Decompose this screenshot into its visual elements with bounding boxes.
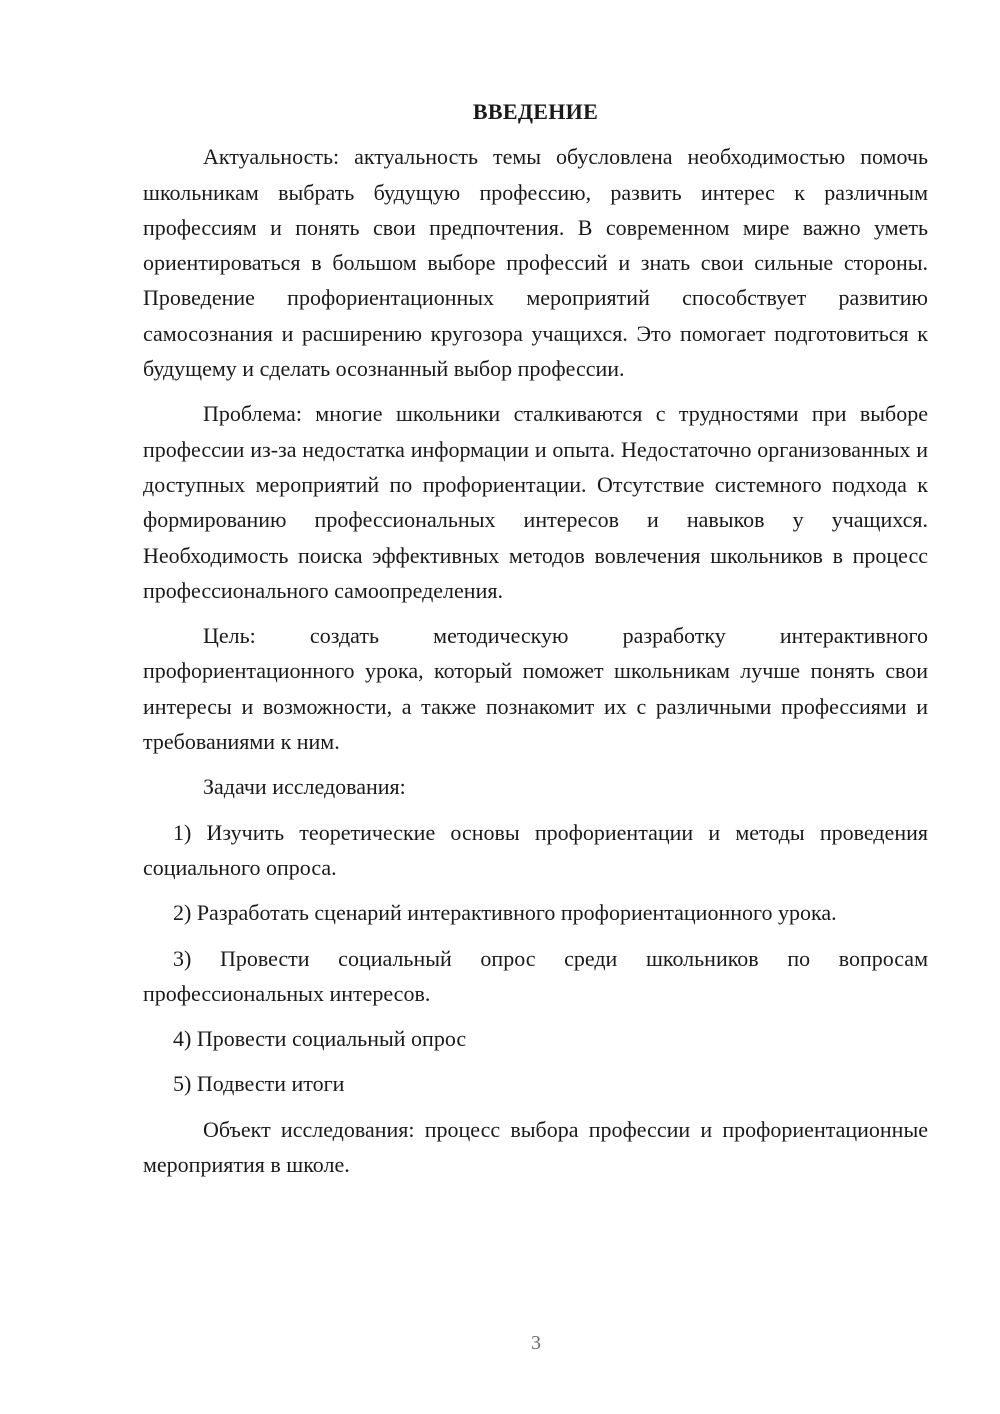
task-item-4: 4) Провести социальный опрос xyxy=(173,1026,467,1052)
task-item-3: 3) Провести социальный опрос среди школьников по вопросам профессиональных интересов. xyxy=(143,945,928,1006)
paragraph-problem: Проблема: многие школьники сталкиваются с трудностями при выборе профессии из-за недостатка информации и опыта. Недостаточно организованных и доступных мероприятий по профориентации. Отсутствие системного подхода к формированию профессиональных интересов и навыков у учащихся. Необходимость поиска эффективных методов вовлечения школьников в процесс профессионального самоопределения. xyxy=(143,401,928,603)
paragraph-goal: Цель: создать методическую разработку интерактивного профориентационного урока, который поможет школьникам лучше понять свои интересы и возможности, а также познакомит их с различными профессиями и требованиями к ним. xyxy=(143,623,928,755)
page-content xyxy=(143,94,928,1192)
tasks-heading: Задачи исследования: xyxy=(203,774,406,800)
task-item-2: 2) Разработать сценарий интерактивного профориентационного урока. xyxy=(173,900,837,926)
task-item-1: 1) Изучить теоретические основы профориентации и методы проведения социального опроса. xyxy=(143,819,928,880)
paragraph-object: Объект исследования: процесс выбора профессии и профориентационные мероприятия в школе. xyxy=(143,1116,928,1178)
task-item-5: 5) Подвести итоги xyxy=(173,1071,345,1097)
section-title: ВВЕДЕНИЕ xyxy=(472,99,599,124)
paragraph-relevance: Актуальность: актуальность темы обусловлена необходимостью помочь школьникам выбрать будущую профессию, развить интерес к различным профессиям и понять свои предпочтения. В современном мире важно уметь ориентироваться в большом выборе профессий и знать свои сильные стороны. Проведение профориентационных мероприятий способствует развитию самосознания и расширению кругозора учащихся. Это помогает подготовиться к будущему и сделать осознанный выбор профессии. xyxy=(143,144,928,382)
page-number: 3 xyxy=(531,1332,541,1354)
